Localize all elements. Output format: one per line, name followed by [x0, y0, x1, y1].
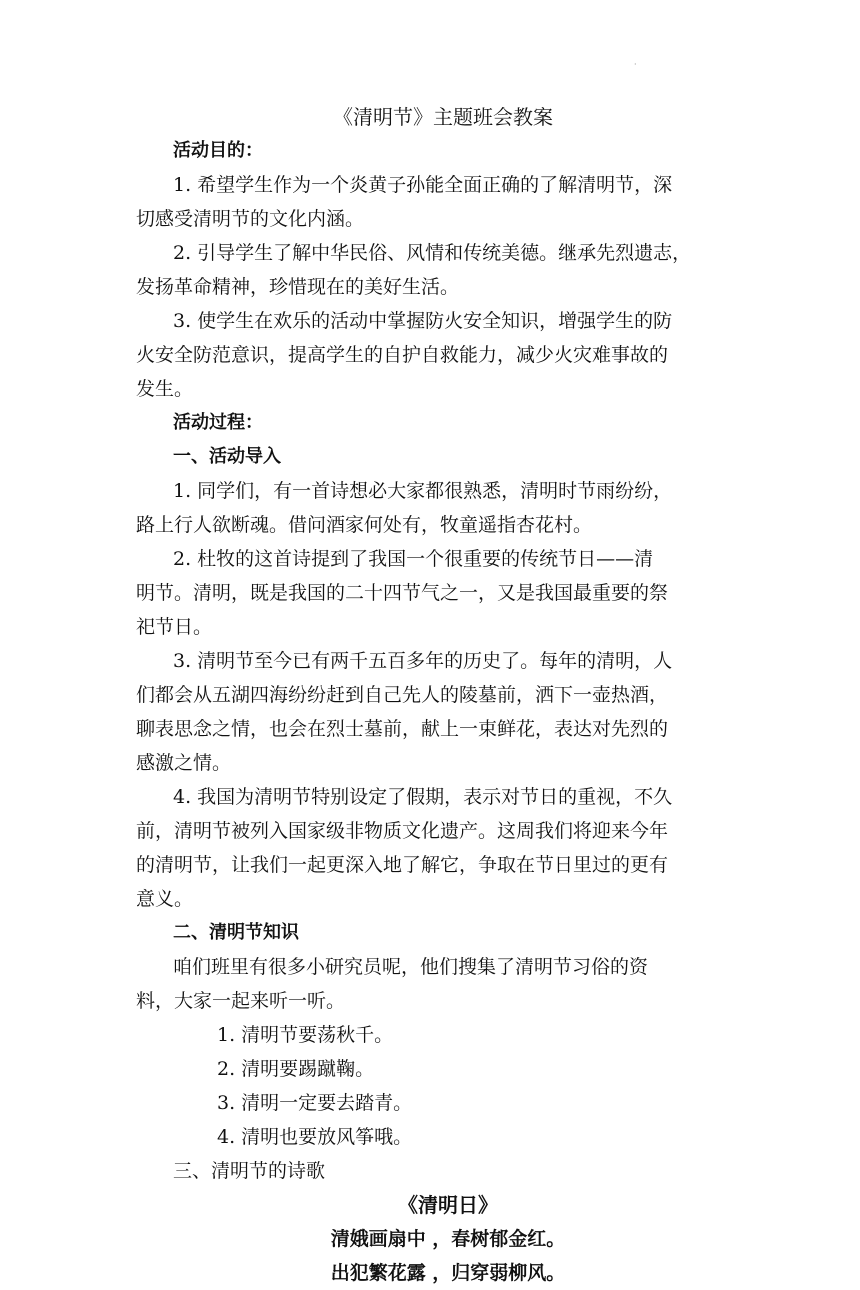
section-2-heading: 二、清明节知识: [173, 922, 299, 943]
section-1-heading: 一、活动导入: [173, 446, 281, 467]
process-heading: 活动过程：: [173, 412, 263, 433]
document-page: [136, 100, 733, 1290]
section-1-item-3: 3. 清明节至今已有两千五百多年的历史了。每年的清明，人 们都会从五湖四海纷纷赶到自己先人的陵墓前，洒下一壶热酒， 聊表思念之情，也会在烈士墓前，献上一束鲜花，表达对先烈的 感激之情。: [136, 650, 673, 774]
custom-item-2: 2. 清明要踢蹴鞠。: [217, 1058, 375, 1080]
page-marker: ·: [634, 60, 637, 69]
section-1-item-1: 1. 同学们，有一首诗想必大家都很熟悉，清明时节雨纷纷， 路上行人欲断魂。借问酒家何处有，牧童遥指杏花村。: [136, 480, 673, 536]
purpose-heading: 活动目的：: [173, 140, 263, 161]
custom-item-1: 1. 清明节要荡秋千。: [217, 1024, 394, 1046]
document-title: 《清明节》主题班会教案: [333, 105, 553, 129]
section-1-item-2: 2. 杜牧的这首诗提到了我国一个很重要的传统节日——清 明节。清明，既是我国的二十四节气之一，又是我国最重要的祭 祀节日。: [136, 548, 669, 638]
custom-item-4: 4. 清明也要放风筝哦。: [217, 1126, 413, 1148]
poem-line-2: 出犯繁花露 ，归穿弱柳风。: [330, 1262, 566, 1284]
poem-title: 《清明日》: [398, 1193, 498, 1217]
purpose-item-2: 2. 引导学生了解中华民俗、风情和传统美德。继承先烈遗志， 发扬革命精神，珍惜现在的美好生活。: [136, 242, 692, 298]
poem-line-1: 清娥画扇中 ，春树郁金红。: [330, 1228, 566, 1250]
custom-item-3: 3. 清明一定要去踏青。: [217, 1092, 413, 1114]
purpose-item-3: 3. 使学生在欢乐的活动中掌握防火安全知识，增强学生的防 火安全防范意识，提高学生的自护自救能力，减少火灾难事故的 发生。: [136, 310, 673, 400]
section-1-item-4: 4. 我国为清明节特别设定了假期，表示对节日的重视，不久 前，清明节被列入国家级非物质文化遗产。这周我们将迎来今年 的清明节，让我们一起更深入地了解它，争取在节日里过的更有 意义。: [136, 786, 673, 910]
purpose-item-1: 1. 希望学生作为一个炎黄子孙能全面正确的了解清明节，深 切感受清明节的文化内涵。: [136, 174, 673, 230]
section-3-heading: 三、清明节的诗歌: [173, 1160, 326, 1182]
section-2-intro: 咱们班里有很多小研究员呢，他们搜集了清明节习俗的资 料，大家一起来听一听。: [136, 956, 649, 1012]
